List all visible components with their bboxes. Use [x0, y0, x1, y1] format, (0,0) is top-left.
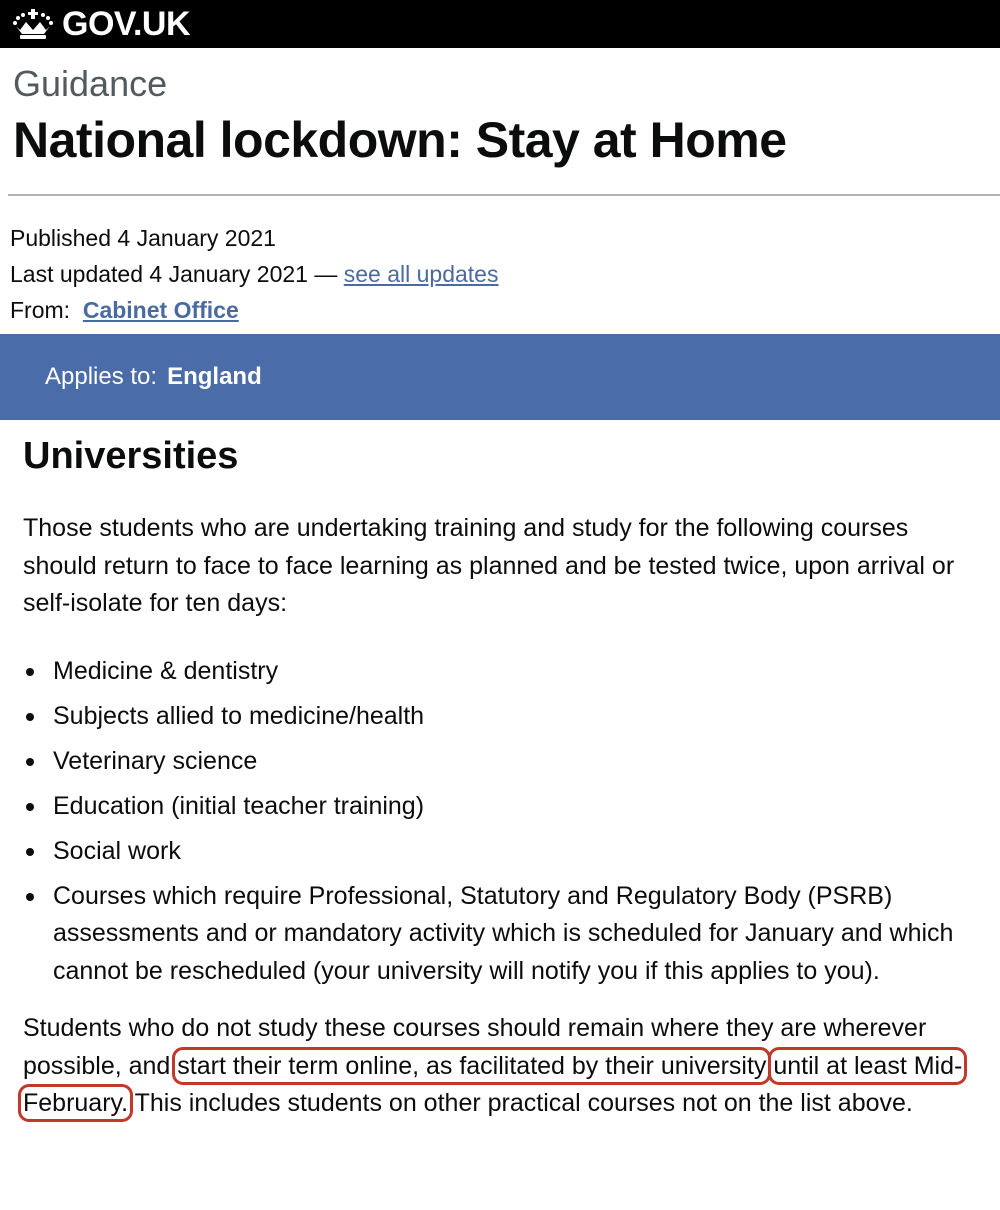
list-item: Veterinary science [23, 743, 977, 781]
page-title: National lockdown: Stay at Home [13, 112, 787, 168]
applies-to-value: England [167, 363, 262, 390]
section-heading: Universities [23, 435, 239, 477]
applies-to-banner [0, 334, 1000, 420]
last-updated-text: Last updated 4 January 2021 — [10, 261, 338, 287]
outro-paragraph [23, 1010, 977, 1123]
from-label: From: [10, 297, 71, 323]
document-type: Guidance [13, 63, 168, 104]
list-item: Social work [23, 833, 977, 871]
outro-text: This includes students on other practical courses not on the list above. [128, 1089, 913, 1117]
intro-paragraph: Those students who are undertaking training and study for the following courses should return to face to face learning as planned and be tested twice, upon arrival or self-isolate for ten days: [23, 514, 955, 617]
list-item: Medicine & dentistry [23, 653, 977, 691]
highlight-box: start their term online, as facilitated by their university [177, 1051, 767, 1080]
highlight-box: until at least Mid-February. [23, 1051, 963, 1117]
main-content [0, 420, 1000, 1123]
list-item: Subjects allied to medicine/health [23, 698, 977, 736]
course-list [23, 653, 977, 991]
list-item: Education (initial teacher training) [23, 788, 977, 826]
applies-to-label: Applies to: [45, 363, 158, 390]
from-organisation [10, 292, 990, 328]
page-header [0, 48, 1000, 172]
list-item: Courses which require Professional, Statutory and Regulatory Body (PSRB) assessments and or mandatory activity which is scheduled for January and which cannot be rescheduled (your university will notify you if this applies to you). [23, 878, 977, 991]
crown-icon [12, 8, 54, 40]
published-date: Published 4 January 2021 [10, 225, 276, 251]
govuk-header [0, 0, 1000, 48]
last-updated [10, 256, 990, 292]
govuk-logo[interactable]: GOV.UK [62, 4, 191, 43]
metadata [0, 196, 1000, 328]
outro-text: Students who do not study these courses should remain where they are wherever possible, and [23, 1014, 927, 1080]
see-all-updates-link[interactable]: see all updates [343, 261, 499, 287]
cabinet-office-link[interactable]: Cabinet Office [82, 297, 239, 323]
